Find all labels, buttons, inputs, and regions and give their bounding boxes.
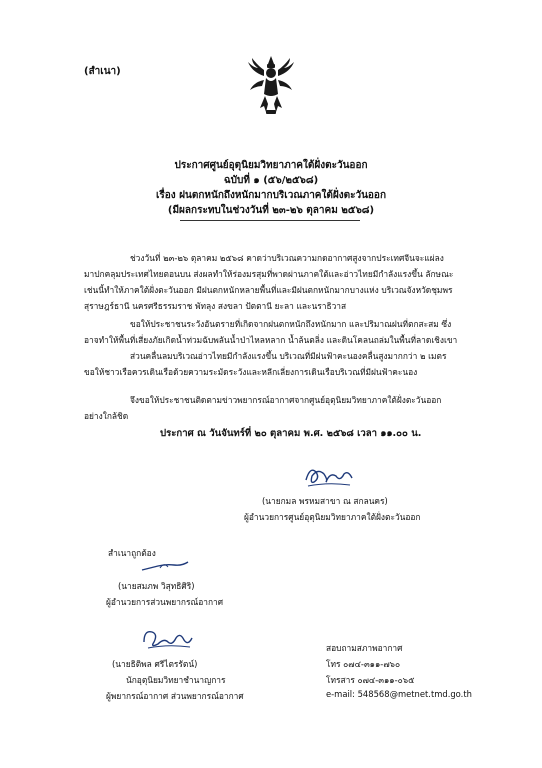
forecaster-department: ผู้พยากรณ์อากาศ ส่วนพยากรณ์อากาศ (106, 691, 244, 701)
body-paragraph-2-line: ขอให้ประชาชนระวังอันตรายที่เกิดจากฝนตกหนักถึงหนักมาก และปริมาณฝนที่ตกสะสม ซึ่ง (130, 319, 452, 329)
body-paragraph-2-line: อาจทำให้พื้นที่เสี่ยงภัยเกิดน้ำท่วมฉับพลันน้ำป่าไหลหลาก น้ำล้นตลิ่ง และดินโคลนถล่มในพื้นที่ลาดเชิงเขา (84, 335, 458, 345)
director-name: (นายกมล พรหมสาขา ณ สกลนคร) (262, 496, 388, 506)
announcement-period: (มีผลกระทบในช่วงวันที่ ๒๓-๒๖ ตุลาคม ๒๕๖๘) (167, 205, 375, 216)
contact-email[interactable]: e-mail: 548568@metnet.tmd.go.th (326, 689, 472, 699)
certified-copy-label: สำเนาถูกต้อง (108, 548, 156, 558)
forecaster-signature (138, 624, 196, 652)
body-paragraph-4-line: อย่างใกล้ชิด (84, 411, 129, 421)
garuda-emblem-icon (246, 54, 296, 116)
announcement-subject: เรื่อง ฝนตกหนักถึงหนักมากบริเวณภาคใต้ฝั่งตะวันออก (156, 190, 386, 201)
body-paragraph-1-line: สุราษฎร์ธานี นครศรีธรรมราช พัทลุง สงขลา ปัตตานี ยะลา และนราธิวาส (84, 301, 347, 311)
director-signature (300, 460, 356, 490)
contact-fax: โทรสาร ๐๗๔-๓๑๑-๐๖๕ (326, 675, 415, 685)
title-divider (180, 220, 360, 221)
body-paragraph-3-line: ส่วนคลื่นลมบริเวณอ่าวไทยมีกำลังแรงขึ้น บริเวณที่มีฝนฟ้าคะนองคลื่นสูงมากกว่า ๒ เมตร (130, 351, 447, 361)
certifier-name: (นายสมภพ วิสุทธิศิริ) (118, 581, 195, 591)
certifier-title: ผู้อำนวยการส่วนพยากรณ์อากาศ (106, 597, 224, 607)
body-paragraph-1-line: มาปกคลุมประเทศไทยตอนบน ส่งผลทำให้ร่องมรสุมที่พาดผ่านภาคใต้และอ่าวไทยมีกำลังแรงขึ้น ลักษณะ (84, 269, 454, 279)
announcement-title: ประกาศศูนย์อุตุนิยมวิทยาภาคใต้ฝั่งตะวันออก (174, 160, 368, 171)
contact-label: สอบถามสภาพอากาศ (326, 643, 403, 653)
body-paragraph-1-line: ช่วงวันที่ ๒๓-๒๖ ตุลาคม ๒๕๖๘ คาดว่าบริเวณความกดอากาศสูงจากประเทศจีนจะแผ่ลง (130, 253, 444, 263)
contact-phone: โทร ๐๗๔-๓๑๑-๗๖๐ (326, 659, 401, 669)
body-paragraph-4-line: จึงขอให้ประชาชนติดตามข่าวพยากรณ์อากาศจากศูนย์อุตุนิยมวิทยาภาคใต้ฝั่งตะวันออก (130, 395, 442, 405)
certifier-signature (140, 558, 190, 574)
director-title: ผู้อำนวยการศูนย์อุตุนิยมวิทยาภาคใต้ฝั่งตะวันออก (244, 512, 421, 522)
copy-mark: (สำเนา) (84, 66, 121, 77)
announcement-date: ประกาศ ณ วันจันทร์ที่ ๒๐ ตุลาคม พ.ศ. ๒๕๖๘ เวลา ๑๑.๐๐ น. (160, 428, 422, 439)
forecaster-name: (นายธิติพล ศรีไตรรัตน์) (112, 659, 198, 669)
body-paragraph-1-line: เช่นนี้ทำให้ภาคใต้ฝั่งตะวันออก มีฝนตกหนักหลายพื้นที่และมีฝนตกหนักมากบางแห่ง บริเวณจังหวัดชุมพร (84, 285, 453, 295)
forecaster-title: นักอุตุนิยมวิทยาชำนาญการ (126, 675, 226, 685)
announcement-number: ฉบับที่ ๑ (๕๖/๒๕๖๘) (223, 175, 319, 186)
body-paragraph-3-line: ขอให้ชาวเรือควรเดินเรือด้วยความระมัดระวังและหลีกเลี่ยงการเดินเรือบริเวณที่มีฝนฟ้าคะนอง (84, 367, 418, 377)
